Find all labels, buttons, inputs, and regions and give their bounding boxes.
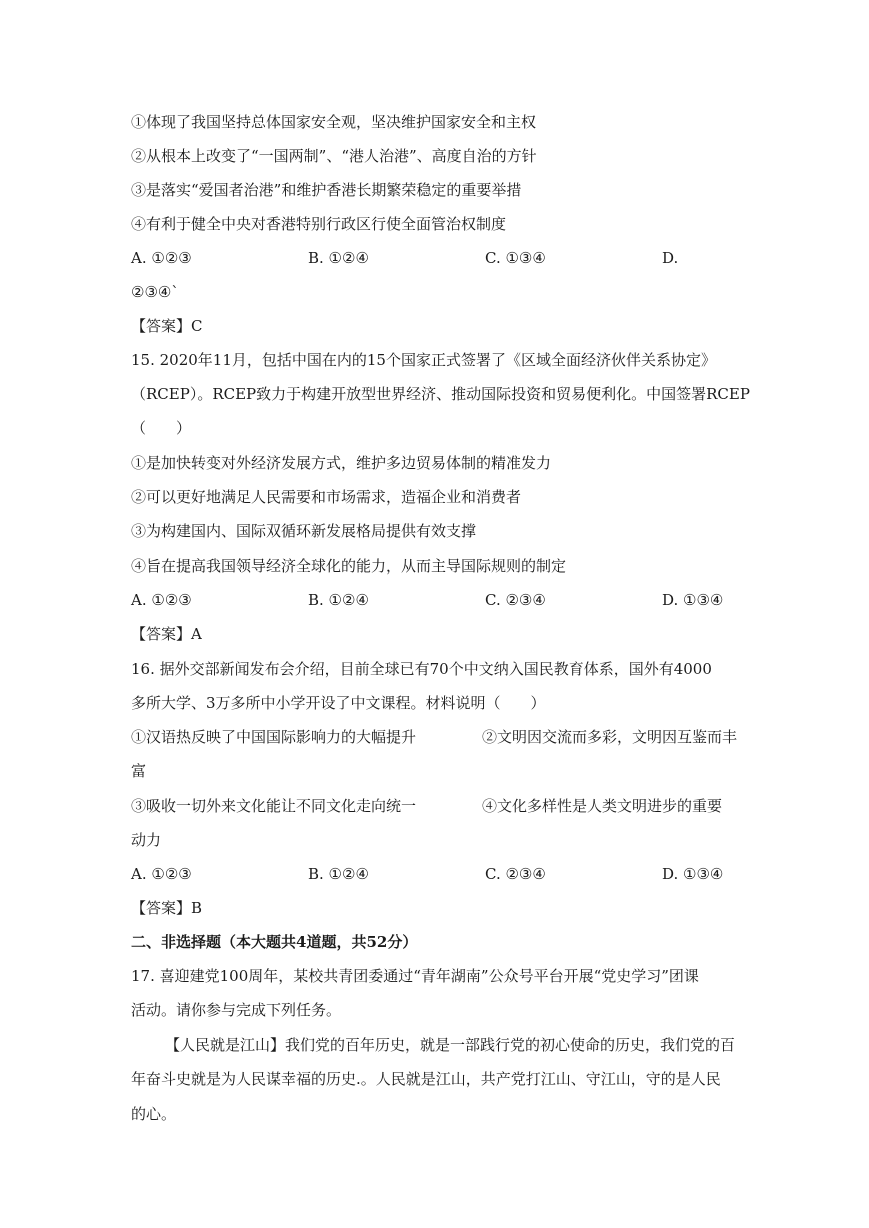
q16-statement-1: ①汉语热反映了中国国际影响力的大幅提升 — [131, 728, 417, 746]
q15-stem-line-1: 15. 2020年11月，包括中国在内的15个国家正式签署了《区域全面经济伙伴关系协定》 — [131, 351, 716, 369]
q14-statement-2: ②从根本上改变了“一国两制”、“港人治港”、高度自治的方针 — [131, 147, 537, 165]
q16-statement-2: ②文明因交流而多彩，文明因互鉴而丰 — [482, 728, 738, 746]
q16-option-d: D. ①③④ — [662, 865, 724, 883]
q17-stem-line-1: 17. 喜迎建党100周年，某校共青团委通过“青年湖南”公众号平台开展“党史学习”团课 — [131, 967, 699, 985]
q16-option-a: A. ①②③ — [131, 865, 192, 883]
q14-answer: 【答案】C — [131, 317, 203, 335]
q15-stem-line-2: （RCEP）。RCEP致力于构建开放型世界经济、推动国际投资和贸易便利化。中国签署RCEP — [131, 385, 750, 403]
q15-options — [131, 590, 751, 610]
q15-statement-2: ②可以更好地满足人民需要和市场需求，造福企业和消费者 — [131, 488, 522, 506]
q17-para-line-1: 【人民就是江山】我们党的百年历史，就是一部践行党的初心使命的历史，我们党的百 — [165, 1036, 736, 1054]
q16-option-b: B. ①②④ — [308, 865, 369, 883]
q14-statement-3: ③是落实“爱国者治港”和维护香港长期繁荣稳定的重要举措 — [131, 181, 522, 199]
q16-stem-line-1: 16. 据外交部新闻发布会介绍，目前全球已有70个中文纳入国民教育体系，国外有4000 — [131, 660, 712, 678]
q15-stem-line-3: （ ） — [131, 419, 192, 437]
q14-statement-4: ④有利于健全中央对香港特别行政区行使全面管治权制度 — [131, 215, 507, 233]
q16-stem-line-2: 多所大学、3万多所中小学开设了中文课程。材料说明（ ） — [131, 694, 546, 712]
q14-option-d: D. — [662, 249, 679, 267]
q17-para-line-2: 年奋斗史就是为人民谋幸福的历史.。人民就是江山，共产党打江山、守江山，守的是人民 — [131, 1070, 721, 1088]
section-heading: 二、非选择题（本大题共4道题，共52分） — [131, 933, 418, 951]
q14-option-a: A. ①②③ — [131, 249, 192, 267]
q16-option-c: C. ②③④ — [485, 865, 546, 883]
q16-answer: 【答案】B — [131, 899, 203, 917]
q15-option-a: A. ①②③ — [131, 591, 192, 609]
q14-option-b: B. ①②④ — [308, 249, 369, 267]
q17-stem-line-2: 活动。请你参与完成下列任务。 — [131, 1001, 342, 1019]
q15-statement-1: ①是加快转变对外经济发展方式，维护多边贸易体制的精准发力 — [131, 454, 552, 472]
q14-statement-1: ①体现了我国坚持总体国家安全观，坚决维护国家安全和主权 — [131, 113, 537, 131]
q17-para-line-3: 的心。 — [131, 1105, 177, 1123]
q16-options — [131, 864, 751, 884]
q16-statement-4-continued: 动力 — [131, 831, 162, 849]
q16-statement-2-continued: 富 — [131, 762, 147, 780]
q15-statement-4: ④旨在提高我国领导经济全球化的能力，从而主导国际规则的制定 — [131, 557, 567, 575]
q15-answer: 【答案】A — [131, 625, 202, 643]
q15-option-d: D. ①③④ — [662, 591, 724, 609]
q16-statement-3: ③吸收一切外来文化能让不同文化走向统一 — [131, 797, 417, 815]
q15-statement-3: ③为构建国内、国际双循环新发展格局提供有效支撑 — [131, 522, 477, 540]
q14-option-c: C. ①③④ — [485, 249, 546, 267]
q15-option-c: C. ②③④ — [485, 591, 546, 609]
q14-options — [131, 248, 751, 268]
q14-option-d-continued: ②③④` — [131, 283, 179, 301]
q15-option-b: B. ①②④ — [308, 591, 369, 609]
q16-statement-4: ④文化多样性是人类文明进步的重要 — [482, 797, 723, 815]
